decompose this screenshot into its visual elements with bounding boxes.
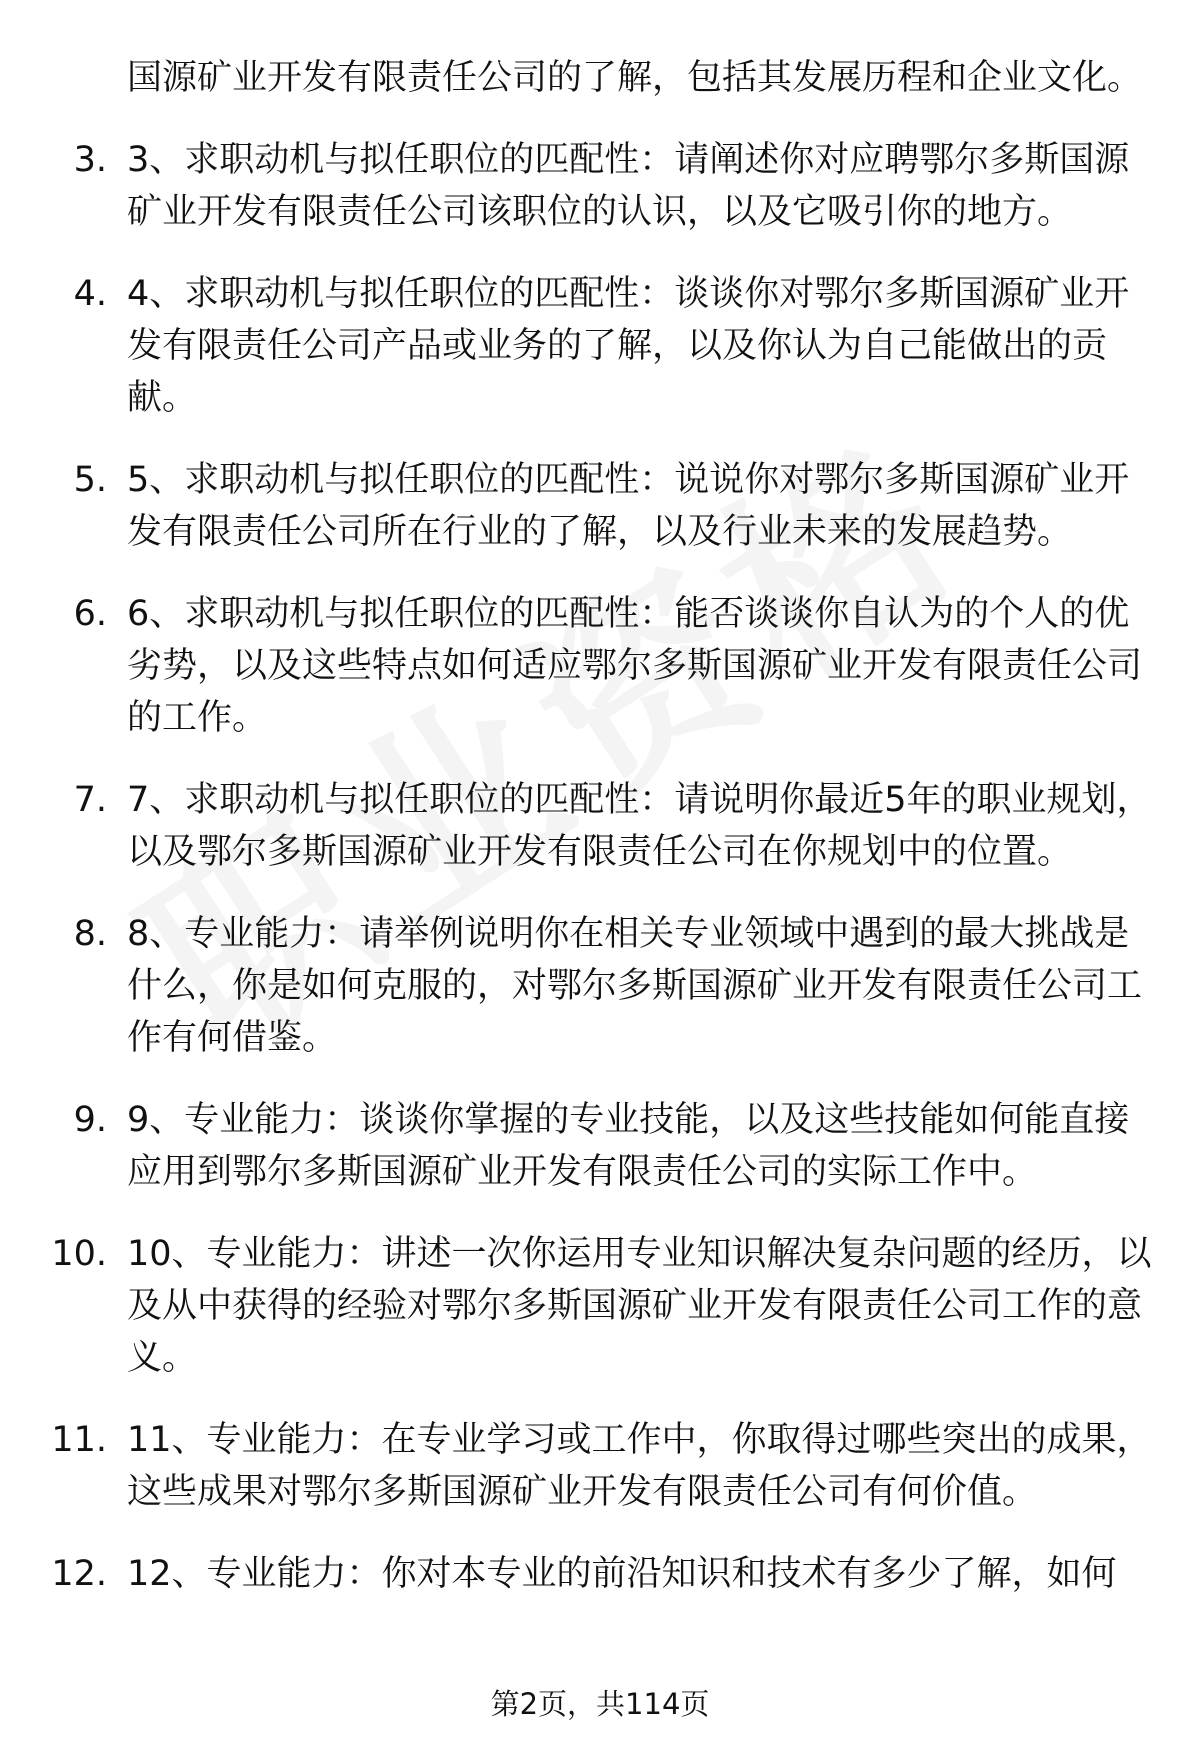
list-item-text: 3、求职动机与拟任职位的匹配性：请阐述你对应聘鄂尔多斯国源矿业开发有限责任公司该职位的认识，以及它吸引你的地方。 — [127, 140, 1130, 232]
page-footer — [0, 1684, 1200, 1724]
list-item-text: 国源矿业开发有限责任公司的了解，包括其发展历程和企业文化。 — [127, 58, 1143, 98]
list-item-number: 9. — [73, 1100, 107, 1140]
list-item-number: 11. — [51, 1420, 107, 1460]
page-number-label: 第2页，共114页 — [490, 1687, 710, 1721]
list-item — [0, 1414, 1200, 1518]
list-item-text: 8、专业能力：请举例说明你在相关专业领域中遇到的最大挑战是什么，你是如何克服的，对鄂尔多斯国源矿业开发有限责任公司工作有何借鉴。 — [127, 914, 1143, 1058]
list-item-number: 8. — [73, 914, 107, 954]
list-item-text: 10、专业能力：讲述一次你运用专业知识解决复杂问题的经历，以及从中获得的经验对鄂尔多斯国源矿业开发有限责任公司工作的意义。 — [127, 1234, 1152, 1378]
list-item — [0, 588, 1200, 744]
list-item-number: 12. — [51, 1554, 107, 1594]
list-item-text: 4、求职动机与拟任职位的匹配性：谈谈你对鄂尔多斯国源矿业开发有限责任公司产品或业务的了解，以及你认为自己能做出的贡献。 — [127, 274, 1130, 418]
list-item-text: 12、专业能力：你对本专业的前沿知识和技术有多少了解，如何 — [127, 1554, 1117, 1594]
list-item-text: 7、求职动机与拟任职位的匹配性：请说明你最近5年的职业规划，以及鄂尔多斯国源矿业开发有限责任公司在你规划中的位置。 — [127, 780, 1152, 872]
list-item-number: 5. — [73, 460, 107, 500]
list-item-number: 3. — [73, 140, 107, 180]
list-item — [0, 134, 1200, 238]
list-item-text: 9、专业能力：谈谈你掌握的专业技能，以及这些技能如何能直接应用到鄂尔多斯国源矿业开发有限责任公司的实际工作中。 — [127, 1100, 1130, 1192]
list-item — [0, 908, 1200, 1064]
list-item — [0, 1548, 1200, 1600]
list-item — [0, 52, 1200, 104]
question-list — [0, 52, 1200, 1630]
list-item-number: 7. — [73, 780, 107, 820]
list-item-text: 11、专业能力：在专业学习或工作中，你取得过哪些突出的成果，这些成果对鄂尔多斯国源矿业开发有限责任公司有何价值。 — [127, 1420, 1152, 1512]
list-item — [0, 774, 1200, 878]
list-item — [0, 454, 1200, 558]
list-item-text: 5、求职动机与拟任职位的匹配性：说说你对鄂尔多斯国源矿业开发有限责任公司所在行业的了解，以及行业未来的发展趋势。 — [127, 460, 1130, 552]
list-item-number: 6. — [73, 594, 107, 634]
list-item-number: 10. — [51, 1234, 107, 1274]
list-item-text: 6、求职动机与拟任职位的匹配性：能否谈谈你自认为的个人的优劣势，以及这些特点如何适应鄂尔多斯国源矿业开发有限责任公司的工作。 — [127, 594, 1143, 738]
list-item-number: 4. — [73, 274, 107, 314]
list-item — [0, 268, 1200, 424]
list-item — [0, 1094, 1200, 1198]
list-item — [0, 1228, 1200, 1384]
